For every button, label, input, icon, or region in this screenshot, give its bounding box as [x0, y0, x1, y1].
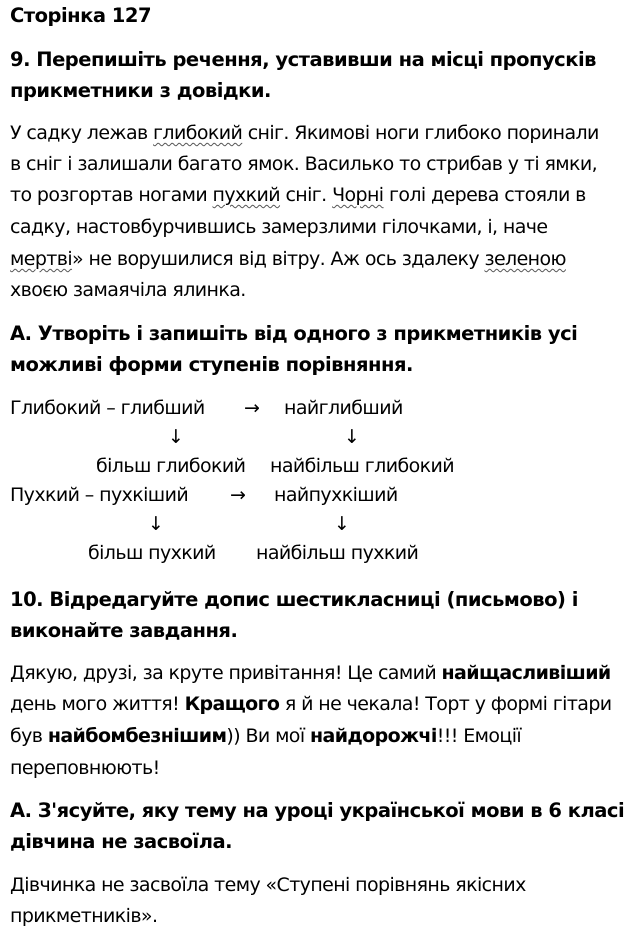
task9-text-line2: в сніг і залишали багато ямок. Василько то стрибав у ті ямки,: [10, 153, 598, 175]
down-arrow-icon: ↓: [344, 426, 360, 448]
task10-text-line2: день мого життя! Кращого я й не чекала! Торт у формі гітари: [10, 693, 612, 715]
row3-superlative: найпухкіший: [274, 484, 398, 506]
taskA2-answer-line1: Дівчинка не засвоїла тему «Ступені порівнянь якісних: [10, 874, 526, 896]
taskA1-heading-line2: можливі форми ступенів порівняння.: [10, 353, 413, 376]
row2-compound-superlative: найбільш глибокий: [270, 455, 454, 477]
error-word: найдорожчі: [309, 725, 437, 747]
taskA2-heading-line2: дівчина не засвоїла.: [10, 830, 233, 853]
right-arrow-icon: →: [244, 397, 260, 419]
taskA1-heading-line1: А. Утворіть і запишіть від одного з прикметників усі: [10, 322, 578, 345]
error-word: найбомбезнішим: [47, 725, 227, 747]
task9-heading-line1: 9. Перепишіть речення, уставивши на місці пропусків: [10, 48, 596, 71]
row1-base: Глибокий – глибший: [10, 397, 205, 419]
inserted-adjective: зеленою: [484, 248, 566, 270]
task9-text-line6: хвоєю замаячіла ялинка.: [10, 279, 246, 301]
down-arrow-icon: ↓: [168, 426, 184, 448]
inserted-adjective: Чорні: [332, 184, 384, 206]
row4-compound-comparative: більш пухкий: [88, 542, 216, 564]
row3-base: Пухкий – пухкіший: [10, 484, 189, 506]
task9-heading-line2: прикметники з довідки.: [10, 79, 271, 102]
task10-text-line4: переповнюють!: [10, 757, 160, 779]
row1-superlative: найглибший: [284, 397, 403, 419]
inserted-adjective: пухкий: [212, 184, 281, 206]
row4-compound-superlative: найбільш пухкий: [256, 542, 419, 564]
down-arrow-icon: ↓: [334, 513, 350, 535]
task9-text-line5: мертві» не ворушилися від вітру. Аж ось здалеку зеленою: [10, 248, 566, 270]
page-title: Сторінка 127: [10, 4, 152, 27]
task10-heading-line1: 10. Відредагуйте допис шестикласниці (письмово) і: [10, 588, 578, 611]
task9-text-line4: садку, настовбурчившись замерзлими гілочками, і, наче: [10, 216, 548, 238]
row2-compound-comparative: більш глибокий: [96, 455, 246, 477]
inserted-adjective: мертві: [10, 248, 73, 270]
taskA2-heading-line1: А. З'ясуйте, яку тему на уроці української мови в 6 класі: [10, 799, 625, 822]
task9-text-line1: У садку лежав глибокий сніг. Якимові ноги глибоко поринали: [10, 122, 599, 144]
task9-text-line3: то розгортав ногами пухкий сніг. Чорні голі дерева стояли в: [10, 184, 586, 206]
task10-heading-line2: виконайте завдання.: [10, 619, 238, 642]
inserted-adjective: глибокий: [153, 122, 243, 144]
right-arrow-icon: →: [230, 484, 246, 506]
task10-text-line1: Дякую, друзі, за круте привітання! Це самий найщасливіший: [10, 662, 611, 684]
task10-text-line3: був найбомбезнішим)) Ви мої найдорожчі!!! Емоції: [10, 725, 522, 747]
down-arrow-icon: ↓: [148, 513, 164, 535]
taskA2-answer-line2: прикметників».: [10, 905, 158, 927]
error-word: Кращого: [184, 693, 280, 715]
error-word: найщасливіший: [441, 662, 611, 684]
